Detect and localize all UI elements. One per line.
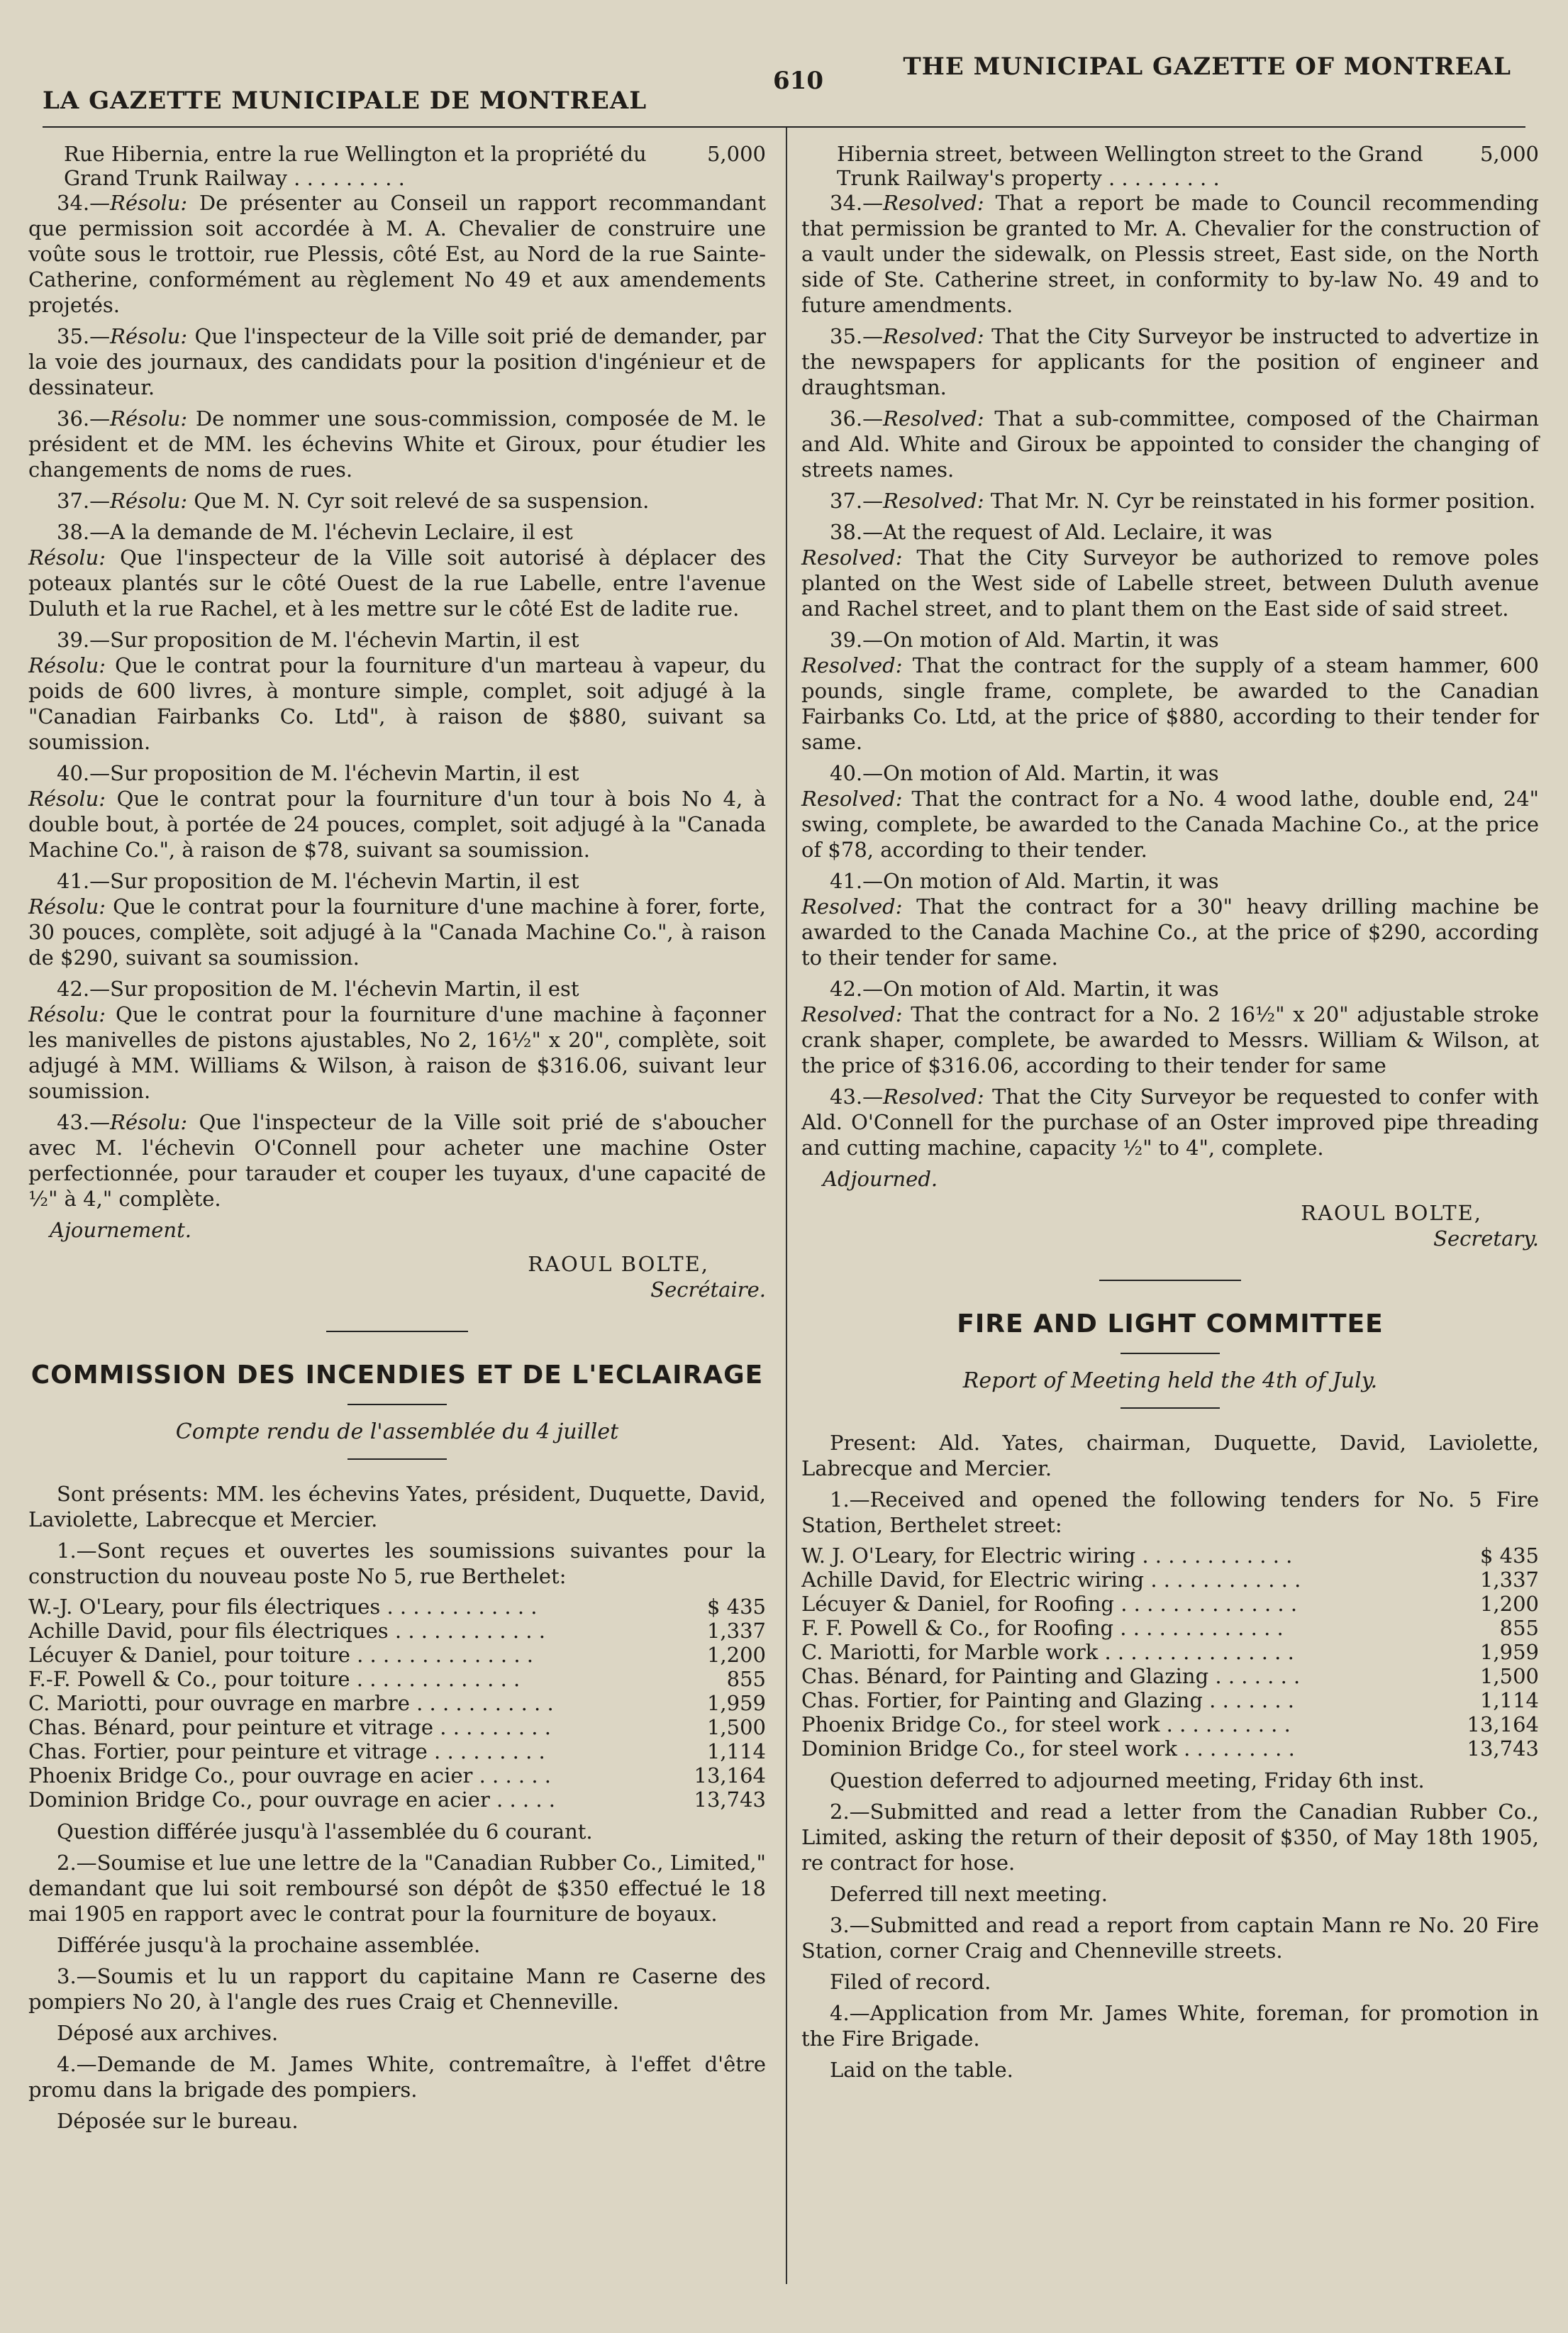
tender-row <box>28 1739 766 1763</box>
item-2: 2.—Soumise et lue une lettre de la "Canadian Rubber Co., Limited," demandant que lui soit remboursé son dépôt de $350 effectué le 18 mai 1905 en rapport avec le contrat pour la fourniture de boyaux. <box>28 1851 766 1926</box>
resolution-text: Que le contrat pour la fourniture d'une machine à forer, forte, 30 pouces, complète, soit adjugé à la "Canada Machine Co.", à raison de $290, suivant sa soumission. <box>28 894 766 970</box>
tender-amount: 855 <box>726 1667 766 1691</box>
motion-text: 39.—Sur proposition de M. l'échevin Martin, il est <box>57 628 579 652</box>
tender-amount: 1,500 <box>706 1715 766 1739</box>
item-4: 4.—Demande de M. James White, contremaître, à l'effet d'être promu dans la brigade des pompiers. <box>28 2052 766 2102</box>
resolution-text: That the City Surveyor be requested to confer with Ald. O'Connell for the purchase of an Oster improved pipe threading and cutting machine, capacity ½" to 4", complete. <box>801 1085 1539 1160</box>
tender-row <box>801 1736 1539 1761</box>
resolution-text: That the contract for the supply of a steam hammer, 600 pounds, single frame, complete, be awarded to the Canadian Fairbanks Co. Ltd, at the price of $880, according to their tender for same. <box>801 653 1539 754</box>
motion-text: 42.—On motion of Ald. Martin, it was <box>830 977 1219 1001</box>
signature-name: RAOUL BOLTE, <box>1301 1201 1482 1225</box>
item-3: 3.—Submitted and read a report from captain Mann re No. 20 Fire Station, corner Craig and Chenneville streets. <box>801 1913 1539 1963</box>
tender-label: F. F. Powell & Co., for Roofing . . . . . . . . . . . . . <box>801 1616 1284 1640</box>
tender-row <box>801 1592 1539 1616</box>
tender-label: C. Mariotti, for Marble work . . . . . . . . . . . . . . . <box>801 1640 1294 1664</box>
motion-text: 41.—Sur proposition de M. l'échevin Martin, il est <box>57 869 579 893</box>
tender-row <box>28 1643 766 1667</box>
resolution-text: Que l'inspecteur de la Ville soit prié de s'aboucher avec M. l'échevin O'Connell pour acheter une machine Oster perfectionnée, pour tarauder et couper les tuyaux, d'une capacité de ½" à 4," complète. <box>28 1110 766 1211</box>
signature <box>801 1200 1539 1251</box>
resolution-text: That the contract for a No. 2 16½" x 20" adjustable stroke crank shaper, complete, be awarded to Messrs. William & Wilson, at the price of $316.06, according to their tender for same <box>801 1002 1539 1077</box>
tender-label: Phoenix Bridge Co., pour ouvrage en acier . . . . . . <box>28 1763 551 1788</box>
tender-amount: 1,337 <box>706 1619 766 1643</box>
section-rule <box>326 1331 468 1332</box>
page-header <box>43 43 1525 121</box>
title-rule <box>347 1404 447 1405</box>
resolution-text: Que le contrat pour la fourniture d'une machine à façonner les manivelles de pistons ajustables, No 2, 16½" x 20", complète, soit adjugé à MM. Williams & Wilson, à raison de $316.06, suivant leur soumission. <box>28 1002 766 1103</box>
resolved-label: Resolved: <box>883 1085 984 1109</box>
english-column <box>801 142 1539 2088</box>
motion-38 <box>801 519 1539 621</box>
tender-row <box>28 1667 766 1691</box>
tender-label: F.-F. Powell & Co., pour toiture . . . . . . . . . . . . . <box>28 1667 521 1691</box>
tender-amount: 1,337 <box>1479 1568 1539 1592</box>
resolution-43 <box>28 1109 766 1212</box>
tender-label: Lécuyer & Daniel, for Roofing . . . . . . . . . . . . . . <box>801 1592 1298 1616</box>
resolved-label: Résolu: <box>28 653 106 677</box>
resolved-label: Résolu: <box>28 1002 106 1026</box>
adjournment: Ajournement. <box>50 1218 191 1242</box>
item-4: 4.—Application from Mr. James White, foreman, for promotion in the Fire Brigade. <box>801 2001 1539 2051</box>
tender-row <box>28 1619 766 1643</box>
motion-41 <box>801 868 1539 970</box>
tender-row <box>801 1568 1539 1592</box>
resolution-text: Que M. N. Cyr soit relevé de sa suspension. <box>187 489 650 513</box>
resolved-label: Resolved: <box>801 787 903 811</box>
motion-42 <box>801 976 1539 1078</box>
item-3-outcome: Filed of record. <box>830 1970 991 1994</box>
hibernia-amount: 5,000 <box>706 142 766 166</box>
subtitle-rule <box>347 1458 447 1460</box>
tender-amount: 1,500 <box>1479 1664 1539 1688</box>
header-rule <box>43 126 1525 128</box>
motion-42 <box>28 976 766 1104</box>
resolved-label: Resolved: <box>801 653 903 677</box>
signature <box>28 1251 766 1302</box>
section-subtitle: Compte rendu de l'assemblée du 4 juillet <box>175 1419 619 1444</box>
resolution-number: 34.— <box>57 191 111 215</box>
resolution-text: Que l'inspecteur de la Ville soit autorisé à déplacer des poteaux plantés sur le côté Ouest de la rue Labelle, entre l'avenue Duluth et la rue Rachel, et à les mettre sur le côté Est de ladite rue. <box>28 545 766 621</box>
tenders-deferred: Question deferred to adjourned meeting, Friday 6th inst. <box>830 1768 1425 1792</box>
motion-text: 40.—Sur proposition de M. l'échevin Martin, il est <box>57 761 579 785</box>
motion-text: 38.—A la demande de M. l'échevin Leclaire, il est <box>57 520 573 544</box>
item-3: 3.—Soumis et lu un rapport du capitaine Mann re Caserne des pompiers No 20, à l'angle des rues Craig et Chenneville. <box>28 1964 766 2014</box>
resolved-label: Résolu: <box>110 324 188 348</box>
tender-row <box>801 1544 1539 1568</box>
resolution-text: That a sub-committee, composed of the Chairman and Ald. White and Giroux be appointed to consider the changing of streets names. <box>801 406 1539 482</box>
page-number: 610 <box>773 67 823 95</box>
tender-label: W. J. O'Leary, for Electric wiring . . . . . . . . . . . . <box>801 1544 1293 1568</box>
tender-row <box>28 1691 766 1715</box>
signature-role: Secrétaire. <box>650 1278 766 1302</box>
resolved-label: Résolu: <box>28 545 106 570</box>
resolution-text: Que le contrat pour la fourniture d'un marteau à vapeur, du poids de 600 livres, à monture simple, complet, soit adjugé à la "Canadian Fairbanks Co. Ltd", à raison de $880, suivant sa soumission. <box>28 653 766 754</box>
section-title: COMMISSION DES INCENDIES ET DE L'ECLAIRAGE <box>30 1361 764 1390</box>
resolution-text: That the City Surveyor be authorized to remove poles planted on the West side of Labelle street, between Duluth avenue and Rachel street, and to plant them on the East side of said street. <box>801 545 1539 621</box>
resolved-label: Résolu: <box>110 489 188 513</box>
resolution-37 <box>801 488 1539 514</box>
resolved-label: Résolu: <box>28 894 106 919</box>
tender-list <box>801 1544 1539 1761</box>
item-2: 2.—Submitted and read a letter from the Canadian Rubber Co., Limited, asking the return of their deposit of $350, of May 18th 1905, re contract for hose. <box>801 1800 1539 1875</box>
motion-40 <box>801 760 1539 863</box>
tenders-deferred: Question différée jusqu'à l'assemblée du 6 courant. <box>57 1819 593 1844</box>
resolution-number: 34.— <box>830 191 884 215</box>
column-divider <box>786 128 787 2284</box>
tender-amount: 13,164 <box>1467 1712 1539 1736</box>
tender-amount: 1,114 <box>1479 1688 1539 1712</box>
signature-name: RAOUL BOLTE, <box>528 1252 709 1276</box>
resolution-text: De nommer une sous-commission, composée de M. le président et de MM. les échevins White et Giroux, pour étudier les changements de noms de rues. <box>28 406 766 482</box>
tender-row <box>28 1715 766 1739</box>
tender-amount: 1,959 <box>706 1691 766 1715</box>
tender-label: Dominion Bridge Co., pour ouvrage en acier . . . . . <box>28 1788 556 1812</box>
tender-amount: 1,114 <box>706 1739 766 1763</box>
resolution-number: 35.— <box>830 324 884 348</box>
motion-text: 41.—On motion of Ald. Martin, it was <box>830 869 1219 893</box>
tender-label: Chas. Fortier, for Painting and Glazing . . . . . . . <box>801 1688 1294 1712</box>
motion-41 <box>28 868 766 970</box>
resolution-35 <box>801 323 1539 400</box>
resolution-43 <box>801 1084 1539 1160</box>
tender-label: Dominion Bridge Co., for steel work . . . . . . . . . <box>801 1736 1295 1761</box>
motion-text: 38.—At the request of Ald. Leclaire, it was <box>830 520 1273 544</box>
tender-label: Lécuyer & Daniel, pour toiture . . . . . . . . . . . . . . <box>28 1643 534 1667</box>
adjournment: Adjourned. <box>823 1167 938 1191</box>
resolved-label: Résolu: <box>110 406 188 431</box>
tender-label: Chas. Bénard, for Painting and Glazing . . . . . . . <box>801 1664 1301 1688</box>
tender-amount: 1,200 <box>1479 1592 1539 1616</box>
tender-row <box>801 1640 1539 1664</box>
resolved-label: Résolu: <box>110 191 188 215</box>
present-members: Sont présents: MM. les échevins Yates, président, Duquette, David, Laviolette, Labrecque et Mercier. <box>28 1482 766 1531</box>
tender-row <box>801 1616 1539 1640</box>
tender-row <box>801 1664 1539 1688</box>
resolution-text: De présenter au Conseil un rapport recommandant que permission soit accordée à M. A. Chevalier de construire une voûte sous le trottoir, rue Plessis, côté Est, au Nord de la rue Sainte-Catherine, conformément au règlement No 49 et aux amendements projetés. <box>28 191 766 317</box>
item-2-outcome: Deferred till next meeting. <box>830 1882 1108 1906</box>
motion-39 <box>28 627 766 755</box>
tenders-intro: 1.—Received and opened the following tenders for No. 5 Fire Station, Berthelet street: <box>801 1487 1539 1537</box>
tender-amount: 855 <box>1499 1616 1539 1640</box>
signature-role: Secretary. <box>1433 1226 1539 1251</box>
hibernia-label: Rue Hibernia, entre la rue Wellington et la propriété du Grand Trunk Railway . . . . . . . . . <box>64 142 647 190</box>
resolution-text: That a report be made to Council recommending that permission be granted to Mr. A. Chevalier for the construction of a vault under the sidewalk, on Plessis street, East side, on the North side of Ste. Catherine street, in conformity to by-law No. 49 and to future amendments. <box>801 191 1539 317</box>
resolution-text: That Mr. N. Cyr be reinstated in his former position. <box>984 489 1536 513</box>
tender-row <box>801 1712 1539 1736</box>
resolution-number: 37.— <box>57 489 111 513</box>
title-rule <box>1121 1353 1220 1354</box>
resolution-35 <box>28 323 766 400</box>
resolution-number: 43.— <box>57 1110 111 1134</box>
resolution-number: 37.— <box>830 489 884 513</box>
hibernia-item <box>801 142 1539 190</box>
resolution-34 <box>28 190 766 318</box>
tenders-intro: 1.—Sont reçues et ouvertes les soumissions suivantes pour la construction du nouveau poste No 5, rue Berthelet: <box>28 1539 766 1588</box>
resolved-label: Resolved: <box>883 406 984 431</box>
hibernia-amount: 5,000 <box>1479 142 1539 166</box>
motion-text: 40.—On motion of Ald. Martin, it was <box>830 761 1219 785</box>
present-members: Present: Ald. Yates, chairman, Duquette, David, Laviolette, Labrecque and Mercier. <box>801 1431 1539 1480</box>
resolution-number: 35.— <box>57 324 111 348</box>
item-2-outcome: Différée jusqu'à la prochaine assemblée. <box>57 1933 481 1957</box>
tender-list <box>28 1595 766 1812</box>
tender-amount: 1,200 <box>706 1643 766 1667</box>
tender-label: Achille David, for Electric wiring . . . . . . . . . . . . <box>801 1568 1301 1592</box>
item-4-outcome: Laid on the table. <box>830 2058 1013 2082</box>
resolution-number: 36.— <box>57 406 111 431</box>
motion-38 <box>28 519 766 621</box>
tender-amount: 1,959 <box>1479 1640 1539 1664</box>
tender-row <box>28 1788 766 1812</box>
tender-label: C. Mariotti, pour ouvrage en marbre . . . . . . . . . . . <box>28 1691 554 1715</box>
resolution-text: Que l'inspecteur de la Ville soit prié de demander, par la voie des journaux, des candidats pour la position d'ingénieur et de dessinateur. <box>28 324 766 399</box>
resolution-37 <box>28 488 766 514</box>
tender-amount: 13,743 <box>1467 1736 1539 1761</box>
resolution-36 <box>28 406 766 482</box>
resolution-text: Que le contrat pour la fourniture d'un tour à bois No 4, à double bout, à portée de 24 pouces, complet, soit adjugé à la "Canada Machine Co.", à raison de $78, suivant sa soumission. <box>28 787 766 862</box>
resolved-label: Resolved: <box>801 894 903 919</box>
motion-39 <box>801 627 1539 755</box>
item-4-outcome: Déposée sur le bureau. <box>57 2109 299 2133</box>
item-3-outcome: Déposé aux archives. <box>57 2021 279 2045</box>
tender-label: Chas. Fortier, pour peinture et vitrage . . . . . . . . . <box>28 1739 545 1763</box>
tender-row <box>28 1763 766 1788</box>
motion-text: 42.—Sur proposition de M. l'échevin Martin, il est <box>57 977 579 1001</box>
tender-amount: 13,164 <box>694 1763 766 1788</box>
resolution-36 <box>801 406 1539 482</box>
resolved-label: Resolved: <box>801 1002 903 1026</box>
resolution-34 <box>801 190 1539 318</box>
tender-amount: 13,743 <box>694 1788 766 1812</box>
resolved-label: Resolved: <box>801 545 903 570</box>
resolution-number: 36.— <box>830 406 884 431</box>
hibernia-label: Hibernia street, between Wellington street to the Grand Trunk Railway's property . . . . . . . . . <box>837 142 1423 190</box>
resolution-number: 43.— <box>830 1085 884 1109</box>
resolution-text: That the contract for a 30" heavy drilling machine be awarded to the Canada Machine Co., at the price of $290, according to their tender for same. <box>801 894 1539 970</box>
header-english-title: THE MUNICIPAL GAZETTE OF MONTREAL <box>903 52 1511 81</box>
resolved-label: Resolved: <box>883 489 984 513</box>
french-column <box>28 142 766 2139</box>
resolved-label: Resolved: <box>883 324 984 348</box>
motion-text: 39.—On motion of Ald. Martin, it was <box>830 628 1219 652</box>
tender-label: Chas. Bénard, pour peinture et vitrage . . . . . . . . . <box>28 1715 551 1739</box>
resolved-label: Resolved: <box>883 191 984 215</box>
section-title: FIRE AND LIGHT COMMITTEE <box>957 1309 1384 1339</box>
header-french-title: LA GAZETTE MUNICIPALE DE MONTREAL <box>43 87 647 115</box>
hibernia-item <box>28 142 766 190</box>
section-rule <box>1099 1280 1241 1281</box>
tender-label: Phoenix Bridge Co., for steel work . . . . . . . . . . <box>801 1712 1291 1736</box>
tender-amount: $ 435 <box>706 1595 766 1619</box>
tender-row <box>801 1688 1539 1712</box>
section-subtitle: Report of Meeting held the 4th of July. <box>962 1368 1378 1393</box>
tender-row <box>28 1595 766 1619</box>
resolved-label: Résolu: <box>110 1110 188 1134</box>
tender-amount: $ 435 <box>1479 1544 1539 1568</box>
motion-40 <box>28 760 766 863</box>
subtitle-rule <box>1121 1407 1220 1409</box>
resolution-text: That the contract for a No. 4 wood lathe, double end, 24" swing, complete, be awarded to the Canada Machine Co., at the price of $78, according to their tender. <box>801 787 1539 862</box>
tender-label: W.-J. O'Leary, pour fils électriques . . . . . . . . . . . . <box>28 1595 538 1619</box>
resolved-label: Résolu: <box>28 787 106 811</box>
resolution-text: That the City Surveyor be instructed to advertize in the newspapers for applicants for the position of engineer and draughtsman. <box>801 324 1539 399</box>
tender-label: Achille David, pour fils électriques . . . . . . . . . . . . <box>28 1619 545 1643</box>
